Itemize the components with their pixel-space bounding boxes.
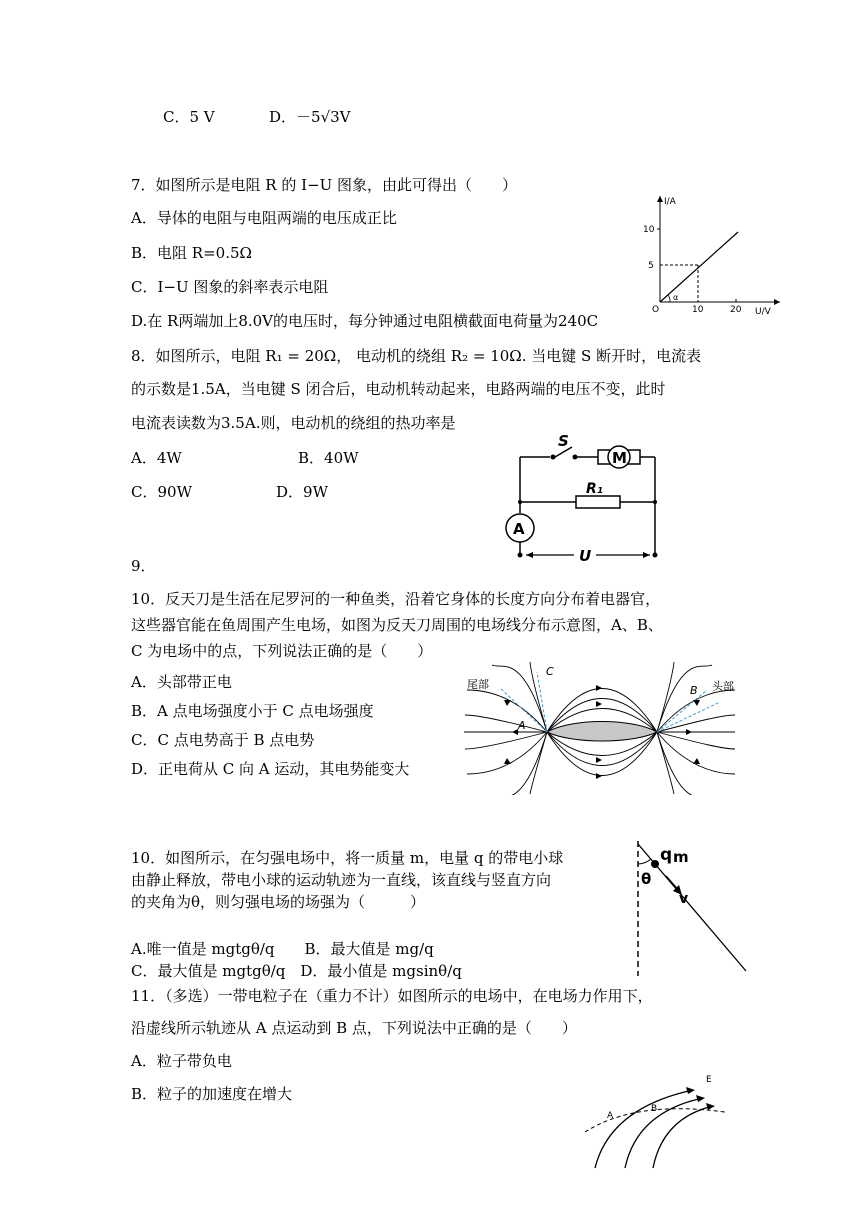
q10a-point-a: A <box>518 719 526 732</box>
q7-option-b: B．电阻 R=0.5Ω <box>131 244 252 262</box>
q10a-option-b: B．A 点电场强度小于 C 点电场强度 <box>131 702 374 720</box>
q6-option-c: C．5 V <box>163 108 215 126</box>
q7-option-c: C．I−U 图象的斜率表示电阻 <box>131 278 329 296</box>
q8-option-b: B．40W <box>298 449 359 467</box>
q11-point-e: E <box>706 1075 712 1085</box>
q8-switch-label: S <box>558 432 569 450</box>
q7-option-d: D.在 R两端加上8.0V的电压时，每分钟通过电阻横截面电荷量为240C <box>131 312 599 330</box>
q11-field-diagram <box>575 1060 735 1170</box>
q7-graph-ylabel: I/A <box>664 197 676 207</box>
q9-label: 9． <box>131 557 156 575</box>
q10a-point-c: C <box>546 665 554 678</box>
q8-ammeter-label: A <box>513 520 525 538</box>
q8-voltage-label: U <box>579 547 592 565</box>
q10b-velocity-label: v <box>679 891 689 907</box>
q11-point-b: B <box>651 1104 658 1114</box>
q7-iu-graph <box>640 190 785 315</box>
q10b-mass-label: m <box>673 848 689 866</box>
q10b-line-2: 由静止释放，带电小球的运动轨迹为一直线，该直线与竖直方向 <box>131 871 552 889</box>
q10b-theta-label: θ <box>641 870 652 888</box>
q8-line-3: 电流表读数为3.5A.则，电动机的绕组的热功率是 <box>131 414 456 432</box>
q10a-tail-label: 尾部 <box>467 678 489 691</box>
q10b-charge-label: q <box>660 845 673 865</box>
q10a-line-3: C 为电场中的点，下列说法正确的是（ ） <box>131 642 433 660</box>
q7-option-a: A．导体的电阻与电阻两端的电压成正比 <box>131 209 397 227</box>
q10b-ball-diagram <box>628 836 753 978</box>
q11-option-b: B．粒子的加速度在增大 <box>131 1085 293 1103</box>
q7-graph-angle: α <box>673 293 679 302</box>
q10a-line-2: 这些器官能在鱼周围产生电场，如图为反天刀周围的电场线分布示意图，A、B、 <box>131 616 663 634</box>
q10b-options-cd: C．最大值是 mgtgθ/q D．最小值是 mgsinθ/q <box>131 962 462 980</box>
q7-graph-origin: O <box>652 305 660 315</box>
q7-graph-ytick-10: 10 <box>643 225 655 235</box>
q6-option-d: D．－5√3V <box>269 108 351 126</box>
q10b-options-ab: A.唯一值是 mgtgθ/q B．最大值是 mg/q <box>131 940 434 958</box>
q10a-head-label: 头部 <box>712 680 734 693</box>
q8-option-d: D．9W <box>276 483 328 501</box>
q10a-option-d: D．正电荷从 C 向 A 运动，其电势能变大 <box>131 760 410 778</box>
q10a-line-1: 10．反天刀是生活在尼罗河的一种鱼类，沿着它身体的长度方向分布着电器官， <box>131 590 661 608</box>
q7-graph-xlabel: U/V <box>755 307 771 315</box>
q7-stem: 7．如图所示是电阻 R 的 I−U 图象，由此可得出（ ） <box>131 176 518 194</box>
q8-line-1: 8．如图所示，电阻 R₁ = 20Ω， 电动机的绕组 R₂ = 10Ω. 当电键 S 断开时，电流表 <box>131 347 702 365</box>
q10a-point-b: B <box>690 684 698 697</box>
q8-motor-label: M <box>612 449 627 467</box>
q10a-option-a: A．头部带正电 <box>131 673 232 691</box>
q11-line-1: 11．（多选）一带电粒子在（重力不计）如图所示的电场中，在电场力作用下， <box>131 987 653 1005</box>
q8-circuit-diagram <box>500 430 670 568</box>
q10b-line-1: 10．如图所示，在匀强电场中，将一质量 m，电量 q 的带电小球 <box>131 849 564 867</box>
q8-option-c: C．90W <box>131 483 192 501</box>
q8-line-2: 的示数是1.5A，当电键 S 闭合后，电动机转动起来，电路两端的电压不变，此时 <box>131 380 666 398</box>
q8-option-a: A．4W <box>131 449 182 467</box>
q7-graph-xtick-10: 10 <box>692 305 704 315</box>
q8-resistor-label: R₁ <box>586 481 603 497</box>
q10a-option-c: C．C 点电势高于 B 点电势 <box>131 731 315 749</box>
q11-line-2: 沿虚线所示轨迹从 A 点运动到 B 点，下列说法中正确的是（ ） <box>131 1019 577 1037</box>
q7-graph-ytick-5: 5 <box>648 261 654 271</box>
q11-option-a: A．粒子带负电 <box>131 1052 232 1070</box>
q10b-line-3: 的夹角为θ，则匀强电场的场强为（ ） <box>131 893 426 911</box>
q10a-fish-field-diagram <box>462 660 737 795</box>
q7-graph-xtick-20: 20 <box>730 305 742 315</box>
q11-point-a: A <box>607 1111 614 1121</box>
